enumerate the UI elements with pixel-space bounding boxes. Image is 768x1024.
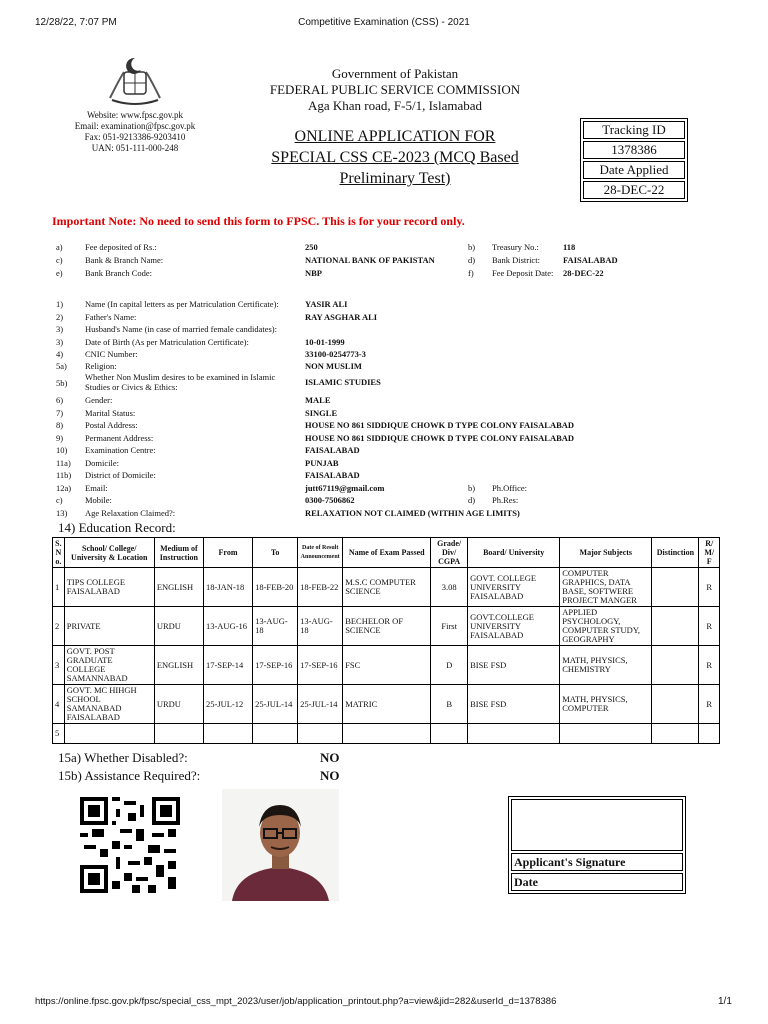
cell [468, 724, 560, 744]
gov-heading: Government of Pakistan [331, 66, 459, 81]
cell: MATH, PHYSICS, COMPUTER [560, 685, 652, 724]
print-url[interactable]: https://online.fpsc.gov.pk/fpsc/special_css_mpt_2023/user/job/application_printout.php?a=view&jid=282&userId_d=1378386 [35, 996, 557, 1007]
cell: 4 [53, 685, 65, 724]
contact-block [60, 110, 210, 154]
cell [652, 568, 699, 607]
cell: 13-AUG-16 [203, 607, 252, 646]
email-value: jutt67119@gmail.com [305, 483, 385, 493]
date-applied: 28-DEC-22 [583, 181, 685, 199]
contact-uan: UAN: 051-111-000-248 [91, 143, 179, 153]
row-value: 33100-0254773-3 [305, 349, 366, 359]
cell: M.S.C COMPUTER SCIENCE [343, 568, 431, 607]
form-title [240, 126, 550, 189]
row-label: Name (In capital letters as per Matriculation Certificate): [85, 299, 279, 309]
row-value: HOUSE NO 861 SIDDIQUE CHOWK D TYPE COLONY FAISALABAD [305, 420, 575, 430]
row-label-line1: Whether Non Muslim desires to be examined in Islamic [85, 372, 276, 382]
col-header: Medium of Instruction [154, 538, 203, 568]
form-title-line1: ONLINE APPLICATION FOR [294, 128, 496, 145]
cell: 17-SEP-14 [203, 646, 252, 685]
mobile-value: 0300-7506862 [305, 495, 355, 505]
fee-d-label: Bank District: [492, 255, 540, 265]
row-no: 12a) [56, 483, 72, 493]
row-label [85, 372, 295, 392]
fee-d-no: d) [468, 255, 476, 265]
row-label: Examination Centre: [85, 445, 156, 455]
row-label: Gender: [85, 395, 113, 405]
qr-code-icon [80, 797, 180, 893]
cell: First [431, 607, 468, 646]
row-label: CNIC Number: [85, 349, 138, 359]
signature-label: Applicant's Signature [511, 853, 683, 871]
fee-d-value: FAISALABAD [563, 255, 618, 265]
row-no: d) [468, 495, 476, 505]
signature-date-label: Date [511, 873, 683, 891]
row-no: 3) [56, 324, 64, 334]
row-label: District of Domicile: [85, 470, 156, 480]
cell: R [699, 685, 720, 724]
cell: GOVT. MC HIHGH SCHOOL SAMANABAD FAISALABAD [64, 685, 154, 724]
form-title-line2: SPECIAL CSS CE-2023 (MCQ Based [271, 149, 519, 166]
col-header: Distinction [652, 538, 699, 568]
fee-a-no: a) [56, 242, 63, 252]
contact-fax: Fax: 051-9213386-9203410 [84, 132, 186, 142]
cell: 25-JUL-14 [253, 685, 298, 724]
fee-b-no: b) [468, 242, 476, 252]
tracking-box [580, 118, 688, 202]
fee-c-label: Bank & Branch Name: [85, 255, 164, 265]
cell [343, 724, 431, 744]
col-header: Date of Result Announcement [298, 538, 343, 568]
row-no: 4) [56, 349, 64, 359]
row-label: Ph.Res: [492, 495, 519, 505]
row-label: Age Relaxation Claimed?: [85, 508, 176, 518]
cell: BISE FSD [468, 646, 560, 685]
col-header: Board/ University [468, 538, 560, 568]
cell: COMPUTER GRAPHICS, DATA BASE, SOFTWERE PROJECT MANGER [560, 568, 652, 607]
date-applied-label: Date Applied [583, 161, 685, 179]
cell: 2 [53, 607, 65, 646]
cell: 18-JAN-18 [203, 568, 252, 607]
row-value: FAISALABAD [305, 445, 360, 455]
assistance-value: NO [320, 768, 340, 783]
row-label: Father's Name: [85, 312, 137, 322]
row-value: FAISALABAD [305, 470, 360, 480]
cell [652, 646, 699, 685]
cell: MATRIC [343, 685, 431, 724]
row-no: 9) [56, 433, 64, 443]
print-page-title: Competitive Examination (CSS) - 2021 [298, 17, 470, 28]
cell: GOVT. POST GRADUATE COLLEGE SAMANNABAD [64, 646, 154, 685]
row-no: b) [468, 483, 476, 493]
cell [64, 724, 154, 744]
col-header: To [253, 538, 298, 568]
row-no: 13) [56, 508, 68, 518]
cell [203, 724, 252, 744]
cell: 17-SEP-16 [298, 646, 343, 685]
row-label-line2: Studies or Civics & Ethics: [85, 382, 178, 392]
cell [652, 607, 699, 646]
table-row [53, 646, 720, 685]
row-value: MALE [305, 395, 331, 405]
fee-b-value: 118 [563, 242, 576, 252]
fee-b-label: Treasury No.: [492, 242, 539, 252]
cell [652, 685, 699, 724]
row-no: 8) [56, 420, 64, 430]
cell: 25-JUL-14 [298, 685, 343, 724]
cell: 3 [53, 646, 65, 685]
row-no: 7) [56, 408, 64, 418]
cell: BISE FSD [468, 685, 560, 724]
fee-f-no: f) [468, 268, 474, 278]
table-row [53, 568, 720, 607]
print-datetime: 12/28/22, 7:07 PM [35, 17, 117, 28]
cell: B [431, 685, 468, 724]
cell: R [699, 607, 720, 646]
cell: BECHELOR OF SCIENCE [343, 607, 431, 646]
fee-a-value: 250 [305, 242, 318, 252]
row-no: 10) [56, 445, 68, 455]
fee-e-value: NBP [305, 268, 322, 278]
row-no: 11b) [56, 470, 72, 480]
pakistan-emblem-icon [104, 54, 166, 108]
commission-address: Aga Khan road, F-5/1, Islamabad [307, 98, 482, 113]
row-value: ISLAMIC STUDIES [305, 377, 381, 387]
row-value: RAY ASGHAR ALI [305, 312, 378, 322]
tracking-label: Tracking ID [583, 121, 685, 139]
disabled-value: NO [320, 750, 340, 765]
cell: GOVT.COLLEGE UNIVERSITY FAISALABAD [468, 607, 560, 646]
cell: 1 [53, 568, 65, 607]
cell [154, 724, 203, 744]
education-table [52, 537, 720, 744]
row-no: 1) [56, 299, 64, 309]
contact-email: Email: examination@fpsc.gov.pk [74, 121, 196, 131]
cell [560, 724, 652, 744]
cell: APPLIED PSYCHOLOGY, COMPUTER STUDY, GEOGRAPHY [560, 607, 652, 646]
print-page-count: 1/1 [718, 996, 732, 1007]
row-label: Permanent Address: [85, 433, 154, 443]
contact-website: Website: www.fpsc.gov.pk [86, 110, 184, 120]
cell [298, 724, 343, 744]
fee-c-value: NATIONAL BANK OF PAKISTAN [305, 255, 435, 265]
cell: GOVT. COLLEGE UNIVERSITY FAISALABAD [468, 568, 560, 607]
row-label: Marital Status: [85, 408, 136, 418]
row-label: Religion: [85, 361, 117, 371]
cell: URDU [154, 685, 203, 724]
row-value: HOUSE NO 861 SIDDIQUE CHOWK D TYPE COLONY FAISALABAD [305, 433, 575, 443]
important-note: Important Note: No need to send this form to FPSC. This is for your record only. [52, 214, 465, 228]
row-no: 3) [56, 337, 64, 347]
signature-box [508, 796, 686, 894]
col-header: R/ M/ F [699, 538, 720, 568]
tracking-id: 1378386 [583, 141, 685, 159]
row-label: Mobile: [85, 495, 112, 505]
col-header: Name of Exam Passed [343, 538, 431, 568]
assistance-label: 15b) Assistance Required?: [58, 768, 201, 783]
cell: URDU [154, 607, 203, 646]
row-value: PUNJAB [305, 458, 339, 468]
cell: 18-FEB-22 [298, 568, 343, 607]
disabled-label: 15a) Whether Disabled?: [58, 750, 188, 765]
row-no: 5a) [56, 361, 67, 371]
commission-heading: FEDERAL PUBLIC SERVICE COMMISSION [269, 82, 521, 97]
row-no: 11a) [56, 458, 71, 468]
fee-f-value: 28-DEC-22 [563, 268, 604, 278]
cell: 13-AUG-18 [253, 607, 298, 646]
cell: TIPS COLLEGE FAISALABAD [64, 568, 154, 607]
table-row [53, 607, 720, 646]
row-value: SINGLE [305, 408, 338, 418]
cell: ENGLISH [154, 646, 203, 685]
row-label: Domicile: [85, 458, 119, 468]
cell [253, 724, 298, 744]
row-value: YASIR ALI [305, 299, 348, 309]
cell: 13-AUG-18 [298, 607, 343, 646]
cell [652, 724, 699, 744]
col-header: School/ College/ University & Location [64, 538, 154, 568]
row-no: 5b) [56, 378, 68, 388]
cell: 25-JUL-12 [203, 685, 252, 724]
cell: ENGLISH [154, 568, 203, 607]
row-label: Husband's Name (in case of married female candidates): [85, 324, 277, 334]
row-no: 2) [56, 312, 64, 322]
fee-e-label: Bank Branch Code: [85, 268, 153, 278]
fee-f-label: Fee Deposit Date: [492, 268, 554, 278]
col-header: Major Subjects [560, 538, 652, 568]
cell [699, 724, 720, 744]
form-title-line3: Preliminary Test) [339, 170, 451, 187]
cell: 5 [53, 724, 65, 744]
table-row [53, 724, 720, 744]
row-value: 10-01-1999 [305, 337, 345, 347]
cell [431, 724, 468, 744]
table-row [53, 685, 720, 724]
signature-area [511, 799, 683, 851]
fee-c-no: c) [56, 255, 63, 265]
row-label: Postal Address: [85, 420, 138, 430]
fee-a-label: Fee deposited of Rs.: [85, 242, 157, 252]
cell: PRIVATE [64, 607, 154, 646]
cell: R [699, 568, 720, 607]
cell: 17-SEP-16 [253, 646, 298, 685]
row-no: c) [56, 495, 63, 505]
row-label: Date of Birth (As per Matriculation Certificate): [85, 337, 249, 347]
col-header: Grade/ Div/ CGPA [431, 538, 468, 568]
row-no: 6) [56, 395, 64, 405]
cell: 3.08 [431, 568, 468, 607]
applicant-photo [222, 789, 339, 901]
cell: D [431, 646, 468, 685]
education-heading: 14) Education Record: [58, 520, 176, 535]
cell: 18-FEB-20 [253, 568, 298, 607]
cell: R [699, 646, 720, 685]
fee-e-no: e) [56, 268, 63, 278]
col-header: S. N o. [53, 538, 65, 568]
row-label: Email: [85, 483, 108, 493]
cell: MATH, PHYSICS, CHEMISTRY [560, 646, 652, 685]
row-label: Ph.Office: [492, 483, 528, 493]
col-header: From [203, 538, 252, 568]
row-value: RELAXATION NOT CLAIMED (WITHIN AGE LIMITS) [305, 508, 520, 518]
row-value: NON MUSLIM [305, 361, 362, 371]
table-header-row [53, 538, 720, 568]
cell: FSC [343, 646, 431, 685]
